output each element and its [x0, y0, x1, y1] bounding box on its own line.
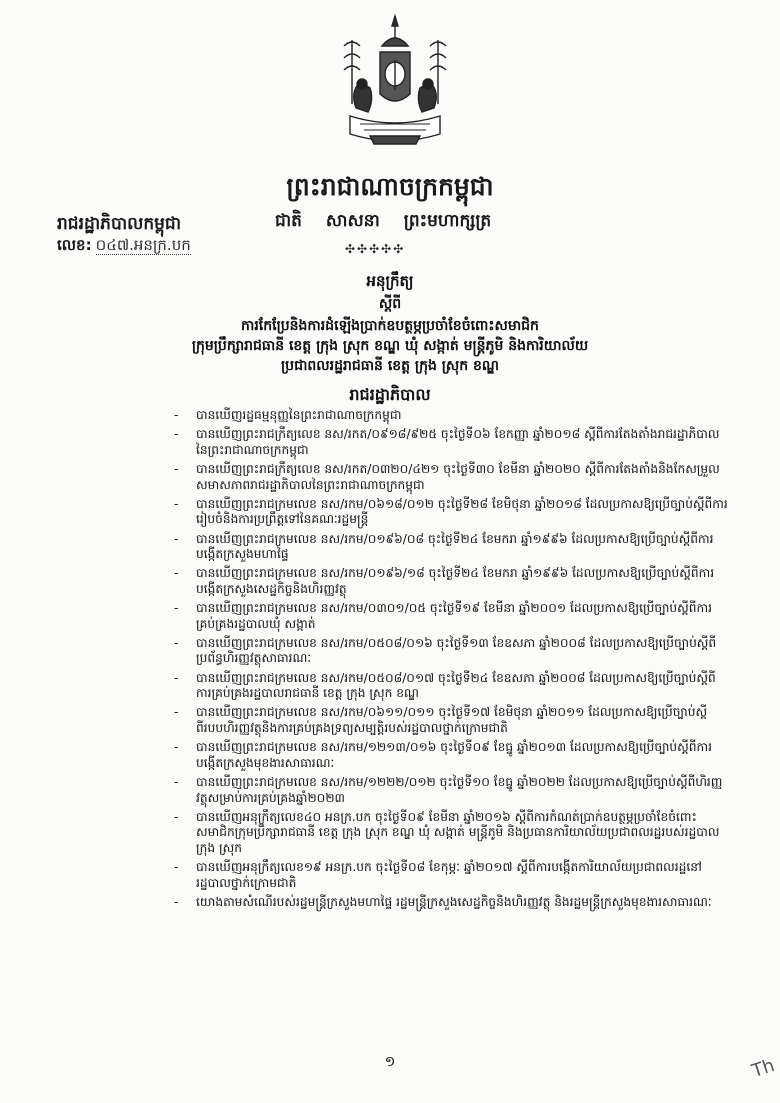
reference-value: ០៤៧.អនក្រ.បក: [95, 236, 191, 254]
royal-coat-of-arms-icon: [330, 12, 460, 172]
list-item: - បានឃើញព្រះរាជក្រមលេខ នស/រកម/០៥០៨/០១៧ ចុះថ្ងៃទី២៤ ខែឧសភា ឆ្នាំ២០០៨ ដែលប្រកាសឱ្យប្រើច្បាប់ស្តីពីការគ្រប់គ្រងរដ្ឋបាលរាជធានី ខេត្ត ក្រុង ស្រុក ខណ្ឌ: [168, 671, 728, 702]
list-item: - បានឃើញព្រះរាជក្រឹត្យលេខ នស/រកត/០៣២០/៤២១ ចុះថ្ងៃទី៣០ ខែមីនា ឆ្នាំ២០២០ ស្តីពីការតែងតាំងនិងកែសម្រួលសមាសភាពរាជរដ្ឋាភិបាលនៃព្រះរាជាណាចក្រកម្ពុជា: [168, 462, 728, 493]
reference-label: លេខ:: [57, 236, 92, 254]
list-item: - បានឃើញអនុក្រឹត្យលេខ៤០ អនក្រ.បក ចុះថ្ងៃទី០៩ ខែមីនា ឆ្នាំ២០១៦ ស្តីពីការកំណត់ប្រាក់ឧបត្ថម្ភប្រចាំខែចំពោះសមាជិកក្រុមប្រឹក្សារាជធានី ខេត្ត ក្រុង ស្រុក ខណ្ឌ ឃុំ សង្កាត់ មន្ត្រីភូមិ និងប្រធានការិយាល័យប្រជាពលរដ្ឋរបស់រដ្ឋបាលក្រុង ស្រុក: [168, 810, 728, 857]
document-title: [110, 316, 670, 376]
list-item: - បានឃើញព្រះរាជក្រមលេខ នស/រកម/០៥០៨/០១៦ ចុះថ្ងៃទី១៣ ខែឧសភា ឆ្នាំ២០០៨ ដែលប្រកាសឱ្យប្រើច្បាប់ស្តីពីប្រព័ន្ធហិរញ្ញវត្ថុសាធារណៈ: [168, 636, 728, 667]
list-item: - បានឃើញព្រះរាជក្រមលេខ នស/រកម/១២១៣/០១៦ ចុះថ្ងៃទី០៩ ខែធ្នូ ឆ្នាំ២០១៣ ដែលប្រកាសឱ្យប្រើច្បាប់ស្តីពីការបង្កើតក្រសួងមុខងារសាធារណៈ: [168, 740, 728, 771]
list-item: - យោងតាមសំណើរបស់រដ្ឋមន្ត្រីក្រសួងមហាផ្ទៃ រដ្ឋមន្ត្រីក្រសួងសេដ្ឋកិច្ចនិងហិរញ្ញវត្ថុ និងរដ្ឋមន្ត្រីក្រសួងមុខងារសាធារណៈ: [168, 895, 728, 911]
legal-references-list: [168, 408, 728, 914]
national-motto: ជាតិ សាសនា ព្រះមហាក្សត្រ: [275, 211, 492, 231]
document-type: អនុក្រឹត្យ: [366, 272, 414, 290]
list-item: - បានឃើញព្រះរាជក្រមលេខ នស/រកម/០៦១១/០១១ ចុះថ្ងៃទី១៧ ខែមិថុនា ឆ្នាំ២០១១ ដែលប្រកាសឱ្យប្រើច្បាប់ស្តីពីរបបហិរញ្ញវត្ថុនិងការគ្រប់គ្រងទ្រព្យសម្បត្តិរបស់រដ្ឋបាលថ្នាក់ក្រោមជាតិ: [168, 705, 728, 736]
title-line: ការកែប្រែនិងការដំឡើងប្រាក់ឧបត្ថម្ភប្រចាំខែចំពោះសមាជិក: [241, 318, 539, 334]
list-item: - បានឃើញអនុក្រឹត្យលេខ១៩ អនក្រ.បក ចុះថ្ងៃទី០៨ ខែកុម្ភៈ ឆ្នាំ២០១៧ ស្តីពីការបង្កើតការិយាល័យប្រជាពលរដ្ឋនៅរដ្ឋបាលថ្នាក់ក្រោមជាតិ: [168, 860, 728, 891]
handwritten-initials: Th: [749, 1055, 778, 1082]
ornament-divider: ✣✣✣✣✣: [345, 242, 406, 256]
list-item: - បានឃើញព្រះរាជក្រមលេខ នស/រកម/១២២២/០១២ ចុះថ្ងៃទី១០ ខែធ្នូ ឆ្នាំ២០២២ ដែលប្រកាសឱ្យប្រើច្បាប់ស្តីពីហិរញ្ញវត្ថុសម្រាប់ការគ្រប់គ្រងឆ្នាំ២០២៣: [168, 775, 728, 806]
list-item: - បានឃើញព្រះរាជក្រឹត្យលេខ នស/រកត/០៩១៨/៩២៥ ចុះថ្ងៃទី០៦ ខែកញ្ញា ឆ្នាំ២០១៨ ស្តីពីការតែងតាំងរាជរដ្ឋាភិបាលនៃព្រះរាជាណាចក្រកម្ពុជា: [168, 427, 728, 458]
document-about: ស្តីពី: [378, 296, 402, 312]
list-item: - បានឃើញព្រះរាជក្រមលេខ នស/រកម/០១៩៦/០៨ ចុះថ្ងៃទី២៤ ខែមករា ឆ្នាំ១៩៩៦ ដែលប្រកាសឱ្យប្រើច្បាប់ស្តីពីការបង្កើតក្រសួងមហាផ្ទៃ: [168, 532, 728, 563]
list-item: - បានឃើញព្រះរាជក្រមលេខ នស/រកម/០៦១៨/០១២ ចុះថ្ងៃទី២៨ ខែមិថុនា ឆ្នាំ២០១៨ ដែលប្រកាសឱ្យប្រើច្បាប់ស្តីពីការរៀបចំនិងការប្រព្រឹត្តទៅនៃគណៈរដ្ឋមន្ត្រី: [168, 497, 728, 528]
title-line: ក្រុមប្រឹក្សារាជធានី ខេត្ត ក្រុង ស្រុក ខណ្ឌ ឃុំ សង្កាត់ មន្ត្រីភូមិ និងការិយាល័យ: [191, 338, 589, 354]
page-number: ១: [384, 1054, 396, 1070]
government-label: រាជរដ្ឋាភិបាលកម្ពុជា: [57, 214, 182, 234]
title-line: ប្រជាពលរដ្ឋរាជធានី ខេត្ត ក្រុង ស្រុក ខណ្ឌ: [281, 358, 499, 374]
list-item: - បានឃើញរដ្ឋធម្មនុញ្ញនៃព្រះរាជាណាចក្រកម្ពុជា: [168, 408, 728, 424]
kingdom-heading: ព្រះរាជាណាចក្រកម្ពុជា: [286, 172, 494, 201]
reference-number: [57, 236, 191, 258]
issuer-heading: រាជរដ្ឋាភិបាល: [349, 385, 431, 404]
list-item: - បានឃើញព្រះរាជក្រមលេខ នស/រកម/០១៩៦/១៨ ចុះថ្ងៃទី២៤ ខែមករា ឆ្នាំ១៩៩៦ ដែលប្រកាសឱ្យប្រើច្បាប់ស្តីពីការបង្កើតក្រសួងសេដ្ឋកិច្ចនិងហិរញ្ញវត្ថុ: [168, 566, 728, 597]
list-item: - បានឃើញព្រះរាជក្រមលេខ នស/រកម/០៣០១/០៥ ចុះថ្ងៃទី១៩ ខែមីនា ឆ្នាំ២០០១ ដែលប្រកាសឱ្យប្រើច្បាប់ស្តីពីការគ្រប់គ្រងរដ្ឋបាលឃុំ សង្កាត់: [168, 601, 728, 632]
